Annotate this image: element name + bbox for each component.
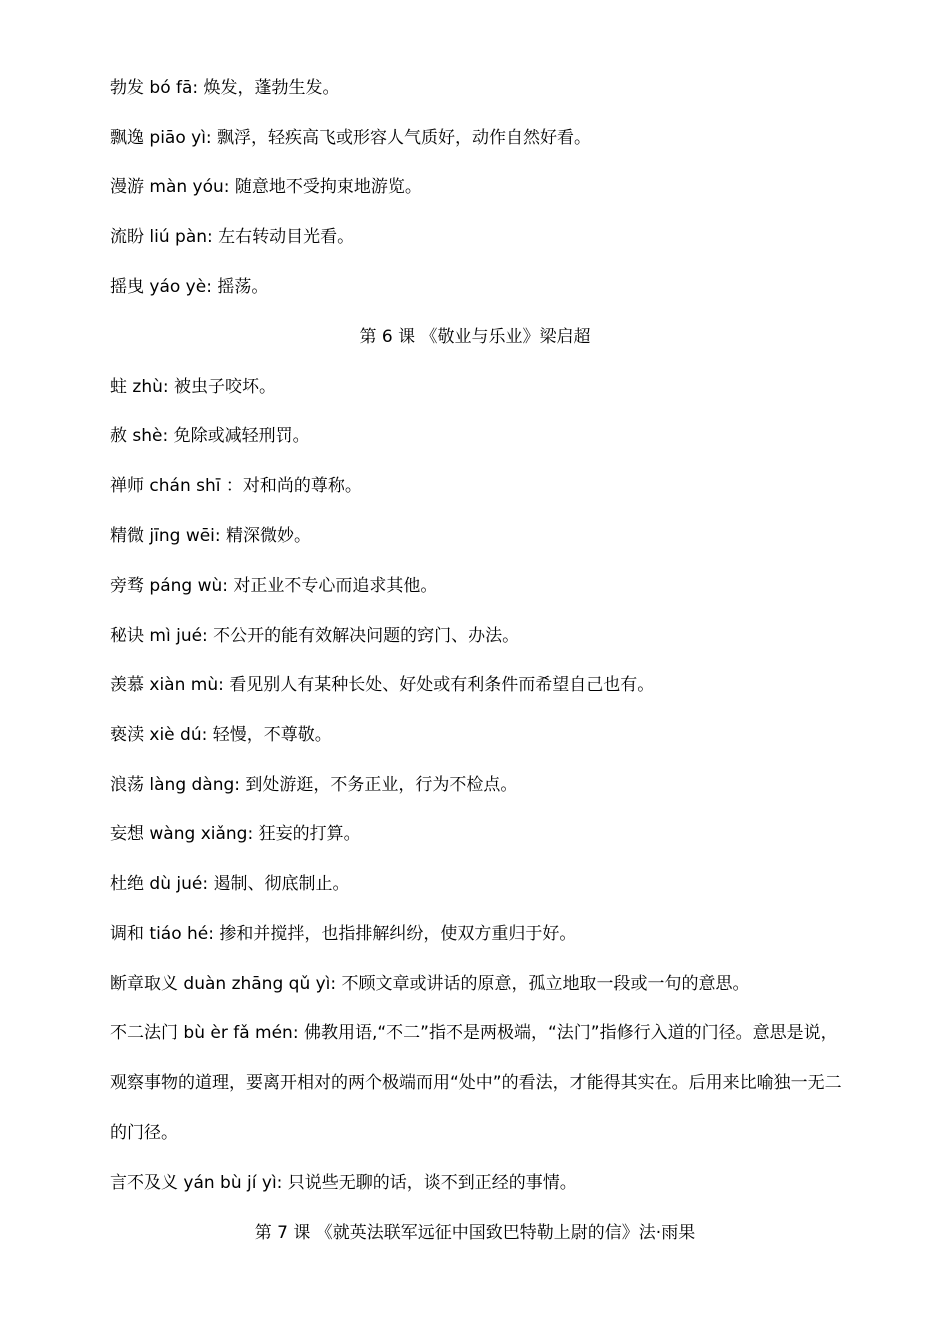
vocab-entry-jingwei: 精微 jīng wēi: 精深微妙。 (110, 526, 312, 546)
vocab-entry-zhu: 蛀 zhù: 被虫子咬坏。 (110, 377, 277, 397)
vocab-entry-buerfamen: 不二法门 bù èr fǎ mén: 佛教用语,“不二”指不是两极端，“法门”指修行入道的门径。意思是说， (110, 1023, 838, 1043)
vocab-entry-piaoyi: 飘逸 piāo yì: 飘浮，轻疾高飞或形容人气质好，动作自然好看。 (110, 128, 592, 148)
vocab-entry-xianmu: 羡慕 xiàn mù: 看见别人有某种长处、好处或有利条件而希望自己也有。 (110, 675, 655, 695)
vocab-entry-langdang: 浪荡 làng dàng: 到处游逛，不务正业，行为不检点。 (110, 775, 518, 795)
vocab-entry-xiedu: 亵渎 xiè dú: 轻慢，不尊敬。 (110, 725, 332, 745)
vocab-entry-pangwu: 旁骛 páng wù: 对正业不专心而追求其他。 (110, 576, 438, 596)
vocab-entry-dujue: 杜绝 dù jué: 遏制、彻底制止。 (110, 874, 350, 894)
vocab-entry-buerfamen-cont-1: 观察事物的道理，要离开相对的两个极端而用“处中”的看法，才能得其实在。后用来比喻独一无二 (110, 1073, 842, 1093)
vocab-entry-liupan: 流盼 liú pàn: 左右转动目光看。 (110, 227, 355, 247)
vocab-entry-yaoye: 摇曳 yáo yè: 摇荡。 (110, 277, 269, 297)
lesson-7-heading: 第 7 课 《就英法联军远征中国致巴特勒上尉的信》法·雨果 (254, 1223, 696, 1243)
vocab-entry-yanbujiyi: 言不及义 yán bù jí yì: 只说些无聊的话，谈不到正经的事情。 (110, 1173, 577, 1193)
vocab-entry-manyou: 漫游 màn yóu: 随意地不受拘束地游览。 (110, 177, 422, 197)
vocab-entry-duanzhangquyi: 断章取义 duàn zhāng qǔ yì: 不顾文章或讲话的原意，孤立地取一段或一句的意思。 (110, 974, 750, 994)
vocab-entry-buerfamen-cont-2: 的门径。 (110, 1123, 178, 1143)
vocab-entry-chanshi: 禅师 chán shī ：对和尚的尊称。 (110, 476, 362, 496)
vocab-entry-bofa: 勃发 bó fā: 焕发，蓬勃生发。 (110, 78, 340, 98)
vocab-entry-wangxiang: 妄想 wàng xiǎng: 狂妄的打算。 (110, 824, 361, 844)
lesson-6-heading: 第 6 课 《敬业与乐业》梁启超 (359, 327, 591, 347)
vocab-entry-she: 赦 shè: 免除或减轻刑罚。 (110, 426, 310, 446)
vocab-entry-mijue: 秘诀 mì jué: 不公开的能有效解决问题的窍门、办法。 (110, 626, 520, 646)
vocab-entry-tiaohe: 调和 tiáo hé: 掺和并搅拌，也指排解纠纷，使双方重归于好。 (110, 924, 577, 944)
